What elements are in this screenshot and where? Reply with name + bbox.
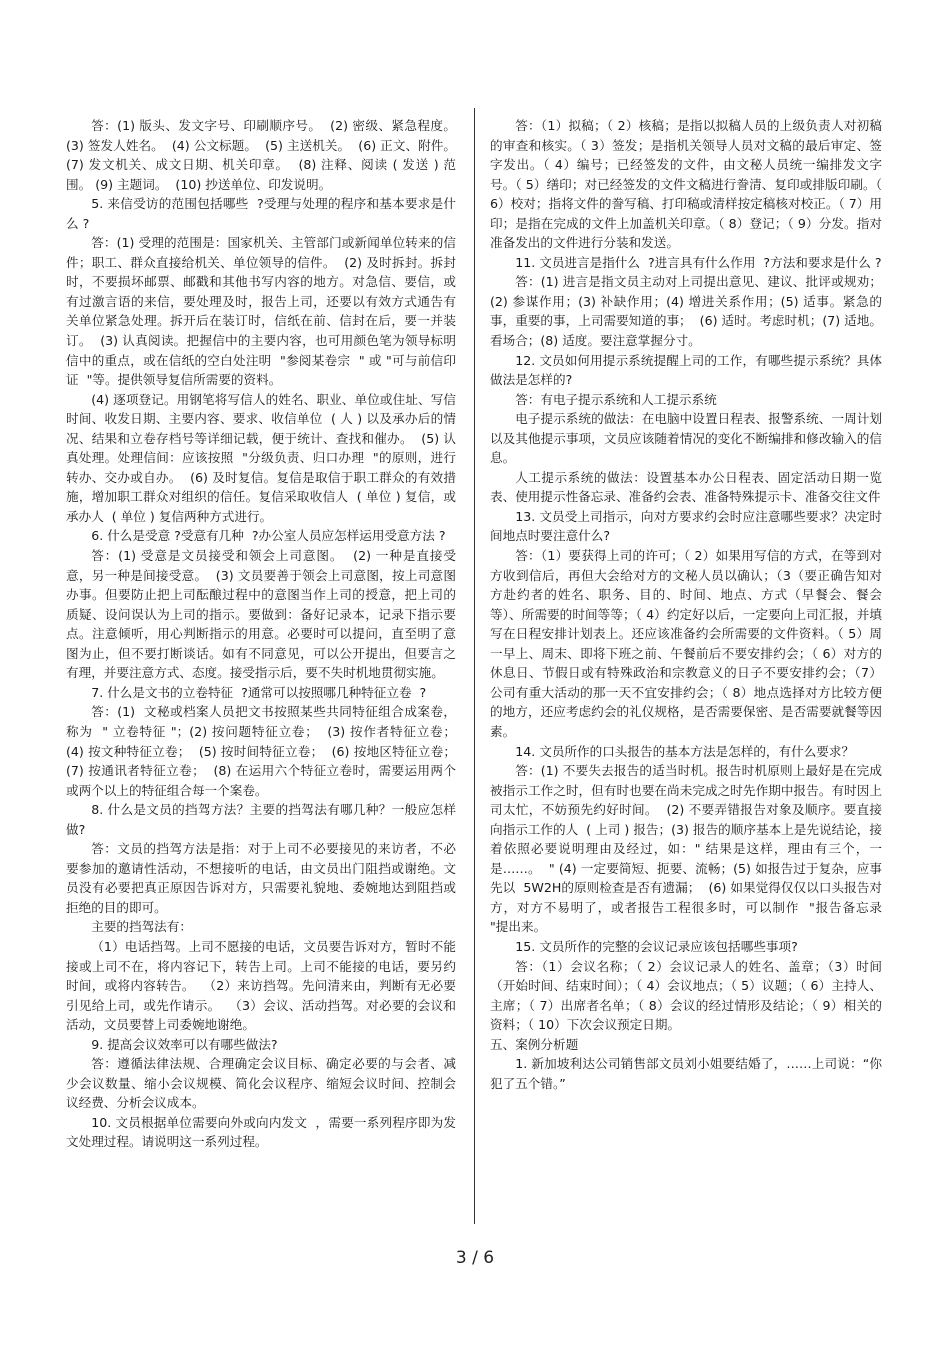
paragraph: 12. 文员如何用提示系统提醒上司的工作，有哪些提示系统？具体做法是怎样的? xyxy=(490,352,882,388)
paragraph: 5. 来信受访的范围包括哪些 ?受理与处理的程序和基本要求是什么 ? xyxy=(66,196,456,231)
paragraph: 答：(1) 进言是指文员主动对上司提出意见、建议、批评或规劝；(2) 参谋作用；(3) 补缺作用；(4) 增进关系作用；(5) 适事。紧急的事，重要的事，上司需要知道的事； (6) 适时。考虑时机；(7) 适地。看场合；(8) 适度。要注意掌握分寸。 xyxy=(490,274,882,349)
paragraph: (4) 逐项登记。用钢笔将写信人的姓名、职业、单位或住址、写信时间、收发日期、主要内容、要求、收信单位 ( 人 ) 以及承办后的情况、结果和立卷存档号等详细记载，便于统计、查找和催办。 (5) 认真处理。处理信间：应该按照 "分级负责、归口办理 "的原则，进行转办、交办或自办。 (6) 及时复信。复信是取信于职工群众的有效措施，增加职工群众对组织的信任。复信采取收信人 ( 单位 ) 复信，或承办人 ( 单位 ) 复信两种方式进行。 xyxy=(66,391,456,524)
paragraph: 五、案例分析题 xyxy=(490,1036,579,1052)
paragraph: 13. 文员受上司指示，向对方要求约会时应注意哪些要求？决定时间地点时要注意什么? xyxy=(490,508,882,544)
column-divider xyxy=(474,108,475,1224)
paragraph: 答：(1) 受理的范围是：国家机关、主管部门或新闻单位转来的信件；职工、群众直接给机关、单位领导的信件。 (2) 及时拆封。拆封时，不要损坏邮票、邮戳和其他书写内容的地方。对急信、要信，或有过激言语的来信，要处理及时，报告上司，还要以有效方式通告有关单位紧急处理。拆开后在装订时，信纸在前、信封在后，要一并装订。 (3) 认真阅读。把握信中的主要内容，也可用颜色笔为领导标明信中的重点，或在信纸的空白处注明 "参阅某卷宗 " 或 "可与前信印证 "等。提供领导复信所需要的资料。 xyxy=(66,235,456,388)
page-number: 3 / 6 xyxy=(455,1248,495,1268)
paragraph: 答：文员的挡驾方法是指：对于上司不必要接见的来访者，不必要参加的邀请性活动，不想接听的电话，由文员出门阻挡或谢绝。文员没有必要把真正原因告诉对方，只需要礼貌地、委婉地达到阻挡或拒绝的目的即可。 xyxy=(66,841,456,915)
paragraph: 8. 什么是文员的挡驾方法？主要的挡驾法有哪几种？一般应怎样做? xyxy=(66,802,456,837)
paragraph: 15. 文员所作的完整的会议记录应该包括哪些事项? xyxy=(515,938,798,954)
paragraph: 10. 文员根据单位需要向外或向内发文 ，需要一系列程序即为发文处理过程。请说明这一系列过程。 xyxy=(66,1114,456,1150)
paragraph: 7. 什么是文书的立卷特征 ?通常可以按照哪几种特征立卷 ? xyxy=(91,684,427,700)
paragraph: 9. 提高会议效率可以有哪些做法? xyxy=(91,1036,278,1052)
paragraph: 答：(1) 版头、发文字号、印刷顺序号。 (2) 密级、紧急程度。(3) 签发人姓名。 (4) 公文标题。 (5) 主送机关。 (6) 正文、附件。 (7) 发文机关、成文日期、机关印章。 (8) 注释、阅读 ( 发送 ) 范围。 (9) 主题词。 (10) 抄送单位、印发说明。 xyxy=(66,118,461,192)
paragraph: 人工提示系统的做法：设置基本办公日程表、固定活动日期一览表、使用提示性备忘录、准备约会表、准备特殊提示卡、准备交往文件 xyxy=(490,469,882,505)
paragraph: 答：遵循法律法规、合理确定会议目标、确定必要的与会者、减少会议数量、缩小会议规模、简化会议程序、缩短会议时间、控制会议经费、分析会议成本。 xyxy=(66,1056,456,1111)
paragraph: 答：(1) 受意是文员接受和领会上司意图。 (2) 一种是直接受意，另一种是间接受意。 (3) 文员要善于领会上司意图，按上司意图办事。但要防止把上司酝酿过程中的意图当作上司的授意，把上司的质疑、设问误认为上司的指示。要做到：备好记录本，记录下指示要点。注意倾听，用心判断指示的用意。必要时可以提问，直至明了意图为止，但不要打断谈话。如有不同意见，可以公开提出，但要言之有理，并要注意方式、态度。接受指示后，要不失时机地贯彻实施。 xyxy=(66,548,456,681)
paragraph: 答：（1）会议名称；（ 2）会议记录人的姓名、盖章；（3）时间（开始时间、结束时间）；（ 4）会议地点；（ 5）议题；（ 6）主持人、主席；（ 7）出席者名单；（ 8）会议的经过情形及结论；（ 9）相关的资料；（ 10）下次会议预定日期。 xyxy=(490,958,882,1033)
paragraph: 1. 新加坡利达公司销售部文员刘小姐要结婚了，……上司说：“你犯了五个错。” xyxy=(490,1056,882,1091)
right-text-column xyxy=(490,116,891,1093)
paragraph: 11. 文员进言是指什么 ?进言具有什么作用 ?方法和要求是什么 ? xyxy=(515,254,882,270)
paragraph: 答：有电子提示系统和人工提示系统 xyxy=(515,391,717,407)
paragraph: 答：(1) 文秘或档案人员把文书按照某些共同特征组合成案卷，称为 " 立卷特征 "；(2) 按问题特征立卷； (3) 按作者特征立卷； (4) 按文种特征立卷； (5) 按时间特征立卷； (6) 按地区特征立卷； (7) 按通讯者特征立卷； (8) 在运用六个特征立卷时，需要运用两个或两个以上的特征组合每一个案卷。 xyxy=(66,704,465,798)
paragraph: （1）电话挡驾。上司不愿接的电话，文员要告诉对方，暂时不能接或上司不在，将内容记下，转告上司。上司不能接的电话，要另约时间，或将内容转告。 （2）来访挡驾。先问清来由，判断有无必要引见给上司，或先作请示。 （3）会议、活动挡驾。对必要的会议和活动，文员要替上司委婉地谢绝。 xyxy=(66,938,456,1033)
left-text-column xyxy=(66,116,465,1152)
paragraph: 答：（1）要获得上司的许可；（ 2）如果用写信的方式，在等到对方收到信后，再但大会给对方的文秘人员以确认；（3（要正确告知对方赴约者的姓名、职务、目的、时间、地点、方式（早餐会、餐会等）、所需要的时间等等；（ 4）约定好以后，一定要向上司汇报，并填写在日程安排计划表上。还应该准备约会所需要的文件资料。（ 5）周一早上、周末、即将下班之前、午餐前后不要安排约会；（ 6）对方的休息日、节假日或有特殊政治和宗教意义的日子不要安排约会；（7）公司有重大活动的那一天不宜安排约会；（ 8）地点选择对方比较方便的地方，还应考虑约会的礼仪规格，是否需要保密、是否需要就餐等因素。 xyxy=(490,548,882,739)
paragraph: 主要的挡驾法有： xyxy=(91,919,192,935)
paragraph: 14. 文员所作的口头报告的基本方法是怎样的，有什么要求？ xyxy=(515,743,855,759)
paragraph: 答：(1) 不要失去报告的适当时机。报告时机原则上最好是在完成被指示工作之时，但有时也要在尚未完成之时先作期中报告。有时因上司太忙，不妨预先约好时间。 (2) 不要弄错报告对象及顺序。要直接向指示工作的人 ( 上司 ) 报告；(3) 报告的顺序基本上是先说结论，接着依照必要说明理由及经过，如：" 结果是这样，理由有三个，一是……。 " (4) 一定要简短、扼要、流畅；(5) 如报告过于复杂，应事先以 5W2H的原则检查是否有遗漏； (6) 如果觉得仅仅以口头报告对方，对方不易明了，或者报告工程很多时，可以制作 "报告备忘录 "提出来。 xyxy=(490,763,891,935)
paragraph: 电子提示系统的做法：在电脑中设置日程表、报警系统、一周计划以及其他提示事项，文员应该随着情况的变化不断编排和修改输入的信息。 xyxy=(490,411,882,466)
paragraph: 答：（1）拟稿；（ 2）核稿；是指以拟稿人员的上级负责人对初稿的审查和核实。（ 3）签发；是指机关领导人员对文稿的最后审定、签字发出。（ 4）编号；已经签发的文件，由文秘人员统一编排发文字号。（ 5）缮印；对已经签发的文件文稿进行誊清、复印或排版印刷。（ 6）校对；指将文件的誊写稿、打印稿或清样按定稿核对校正。（ 7）用印；是指在完成的文件上加盖机关印章。（ 8）登记；（ 9）分发。指对准备发出的文件进行分装和发送。 xyxy=(490,118,887,251)
paragraph: 6. 什么是受意 ?受意有几种 ?办公室人员应怎样运用受意方法 ? xyxy=(91,528,446,544)
